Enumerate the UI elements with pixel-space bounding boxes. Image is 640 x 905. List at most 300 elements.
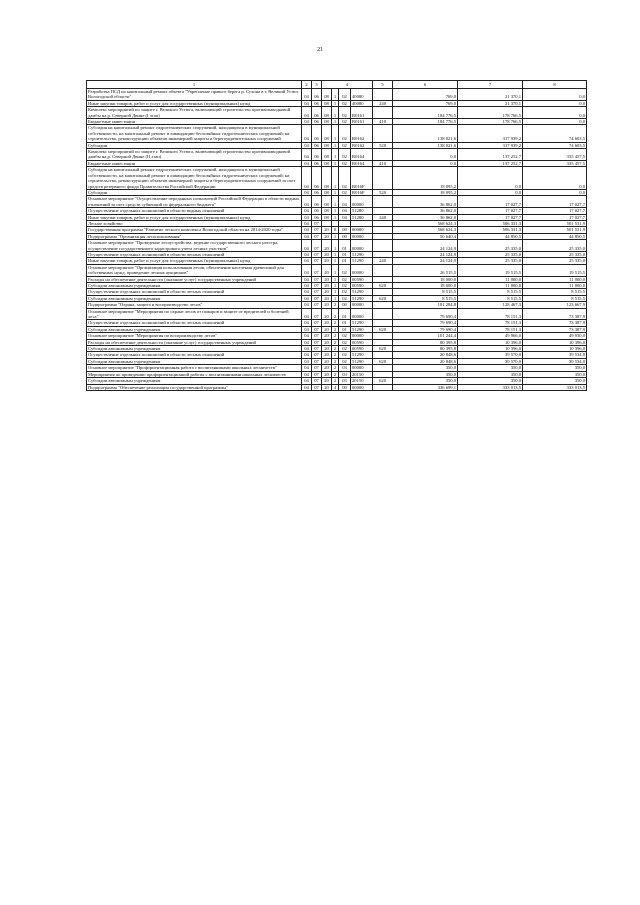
- cell-event: 03: [339, 378, 351, 384]
- cell-amount-2: 25 335,0: [458, 240, 523, 252]
- cell-name: Субсидия на капитальный ремонт гидротехнических сооружений, находящихся в муниципальной собственности, на капитальный ремонт и ликвидацию бесхозяйных гидротехнических сооружений; на строительство, реконструкцию объектов инженерной защиты и берегоукрепительных сооружений за счет средств резервного фонда Правительства Российской Федерации: [87, 167, 302, 190]
- cell-amount-3: 44 850,5: [523, 233, 587, 239]
- cell-amount-3: 17 027,7: [523, 196, 587, 208]
- cell-program: 20: [322, 371, 332, 377]
- cell-event: 02: [339, 100, 351, 106]
- cell-name: Подпрограмма "Обеспечение реализации государственной программы": [87, 384, 302, 390]
- cell-subsection: 07: [312, 283, 322, 289]
- cell-subsection: 07: [312, 384, 322, 390]
- cell-subprogram: 1: [332, 240, 339, 252]
- cell-event: 04: [339, 196, 351, 208]
- cell-expense-type: [373, 264, 393, 276]
- cell-subsection: 07: [312, 365, 322, 371]
- table-row: [87, 125, 587, 142]
- cell-direction: 00000: [351, 333, 373, 339]
- cell-amount-1: 138 021,6: [393, 125, 458, 142]
- cell-amount-3: 74 603,5: [523, 125, 587, 142]
- cell-section: 04: [302, 378, 312, 384]
- cell-name: Расходы на обеспечение деятельности (оказание услуг) государственных учреждений: [87, 339, 302, 345]
- cell-program: 08: [322, 167, 332, 190]
- cell-section: 04: [302, 295, 312, 301]
- cell-direction: 00590: [351, 276, 373, 282]
- header-col-7: 7: [458, 81, 523, 89]
- page-number: 21: [317, 47, 323, 53]
- cell-subsection: 07: [312, 227, 322, 233]
- cell-name: Иные закупки товаров, работ и услуг для государственных (муниципальных) нужд: [87, 258, 302, 264]
- cell-amount-3: 39 534,0: [523, 352, 587, 358]
- cell-amount-2: 178 766,5: [458, 107, 523, 119]
- cell-section: 04: [302, 283, 312, 289]
- cell-direction: 51290: [351, 326, 373, 332]
- cell-subsection: 07: [312, 308, 322, 320]
- cell-subsection: 07: [312, 339, 322, 345]
- cell-event: 02: [339, 160, 351, 166]
- cell-event: 02: [339, 339, 351, 345]
- cell-program: 20: [322, 378, 332, 384]
- cell-subprogram: 1: [332, 295, 339, 301]
- cell-section: 04: [302, 365, 312, 371]
- cell-name: Субсидии автономным учреждениям: [87, 295, 302, 301]
- cell-event: 02: [339, 358, 351, 364]
- cell-amount-1: 79 690,4: [393, 326, 458, 332]
- cell-amount-3: 335 457,5: [523, 149, 587, 161]
- cell-amount-3: 25 335,0: [523, 240, 587, 252]
- cell-direction: 00000: [351, 196, 373, 208]
- cell-program: 20: [322, 258, 332, 264]
- cell-subprogram: 2: [332, 371, 339, 377]
- cell-direction: 51290: [351, 289, 373, 295]
- cell-amount-2: 17 027,7: [458, 208, 523, 214]
- cell-section: 04: [302, 308, 312, 320]
- cell-direction: R0161: [351, 107, 373, 119]
- cell-direction: 51280: [351, 208, 373, 214]
- cell-expense-type: [373, 167, 393, 190]
- cell-name: Основное мероприятие "Осуществление переданных полномочий Российской Федерации в области водных отношений за счет средств субвенций из федерального бюджета": [87, 196, 302, 208]
- cell-name: Субсидии автономным учреждениям: [87, 283, 302, 289]
- cell-name: Осуществление отдельных полномочий в области лесных отношений: [87, 289, 302, 295]
- cell-amount-2: 44 850,5: [458, 233, 523, 239]
- cell-section: 04: [302, 326, 312, 332]
- cell-subprogram: 2: [332, 308, 339, 320]
- cell-program: 20: [322, 339, 332, 345]
- cell-program: 20: [322, 352, 332, 358]
- cell-event: 02: [339, 125, 351, 142]
- cell-event: 01: [339, 326, 351, 332]
- cell-program: 20: [322, 283, 332, 289]
- cell-direction: 00000: [351, 264, 373, 276]
- cell-amount-1: 184 776,5: [393, 119, 458, 125]
- cell-section: 04: [302, 189, 312, 195]
- cell-expense-type: 620: [373, 358, 393, 364]
- cell-amount-2: 17 027,7: [458, 214, 523, 220]
- cell-section: 04: [302, 371, 312, 377]
- cell-amount-1: 24 124,9: [393, 251, 458, 257]
- cell-subprogram: 1: [332, 160, 339, 166]
- cell-section: 04: [302, 302, 312, 308]
- cell-amount-1: 24 124,9: [393, 258, 458, 264]
- cell-amount-3: 335 457,5: [523, 160, 587, 166]
- cell-subsection: 06: [312, 100, 322, 106]
- cell-program: 08: [322, 149, 332, 161]
- cell-direction: 00590: [351, 339, 373, 345]
- cell-section: 04: [302, 119, 312, 125]
- cell-subsection: 07: [312, 346, 322, 352]
- cell-program: 20: [322, 358, 332, 364]
- cell-subsection: 06: [312, 142, 322, 148]
- cell-amount-3: 501 531,9: [523, 227, 587, 233]
- cell-name: Осуществление отдельных полномочий в области лесных отношений: [87, 320, 302, 326]
- cell-program: 08: [322, 119, 332, 125]
- cell-section: 04: [302, 251, 312, 257]
- cell-program: 08: [322, 125, 332, 142]
- cell-program: 20: [322, 295, 332, 301]
- cell-subprogram: 1: [332, 107, 339, 119]
- cell-name: Основное мероприятие "Организация использования лесов, обеспечение населения древесиной для собственных нужд, проведение лесных аукционов": [87, 264, 302, 276]
- cell-section: 04: [302, 167, 312, 190]
- cell-direction: R016F: [351, 189, 373, 195]
- cell-expense-type: 520: [373, 142, 393, 148]
- cell-amount-2: 19 515,5: [458, 264, 523, 276]
- cell-subsection: 07: [312, 220, 322, 226]
- cell-subprogram: 4: [332, 384, 339, 390]
- cell-amount-2: 317 939,2: [458, 125, 523, 142]
- cell-event: 04: [339, 208, 351, 214]
- cell-direction: R0162: [351, 142, 373, 148]
- cell-program: 20: [322, 276, 332, 282]
- cell-subprogram: 2: [332, 378, 339, 384]
- cell-amount-2: 0,0: [458, 167, 523, 190]
- cell-amount-2: 25 335,0: [458, 251, 523, 257]
- table-row: [87, 240, 587, 252]
- cell-name: Основное мероприятие "Мероприятия по воспроизводству лесов": [87, 333, 302, 339]
- cell-amount-2: 17 027,7: [458, 196, 523, 208]
- cell-expense-type: 410: [373, 119, 393, 125]
- cell-name: Субсидии автономным учреждениям: [87, 358, 302, 364]
- cell-direction: R016F: [351, 167, 373, 190]
- cell-amount-1: 568 624,3: [393, 227, 458, 233]
- cell-amount-1: 24 124,9: [393, 240, 458, 252]
- cell-name: Основное мероприятие "Проведение лесоустройства, ведение государственного лесного реестра, осуществление государственного кадастрового учета лесных участков": [87, 240, 302, 252]
- cell-subsection: 06: [312, 196, 322, 208]
- cell-subsection: 06: [312, 189, 322, 195]
- cell-direction: 51290: [351, 358, 373, 364]
- cell-subprogram: 2: [332, 358, 339, 364]
- cell-event: 02: [339, 107, 351, 119]
- cell-expense-type: [373, 384, 393, 390]
- cell-subsection: 07: [312, 276, 322, 282]
- cell-amount-2: 350,0: [458, 371, 523, 377]
- cell-amount-3: 123 667,9: [523, 302, 587, 308]
- cell-subsection: 06: [312, 208, 322, 214]
- header-col-1: 1: [87, 81, 302, 89]
- cell-section: 04: [302, 89, 312, 101]
- header-col-2: 2: [302, 81, 312, 89]
- cell-expense-type: 620: [373, 326, 393, 332]
- cell-subsection: 07: [312, 240, 322, 252]
- cell-section: 04: [302, 352, 312, 358]
- cell-direction: 40080: [351, 100, 373, 106]
- cell-amount-1: 79 690,4: [393, 320, 458, 326]
- cell-subprogram: 2: [332, 326, 339, 332]
- cell-subprogram: 2: [332, 320, 339, 326]
- cell-section: 04: [302, 100, 312, 106]
- cell-event: 02: [339, 167, 351, 190]
- cell-amount-1: 20 848,6: [393, 352, 458, 358]
- cell-section: 04: [302, 333, 312, 339]
- cell-name: Субсидии автономным учреждениям: [87, 326, 302, 332]
- cell-direction: 00000: [351, 384, 373, 390]
- cell-amount-1: 350,0: [393, 378, 458, 384]
- cell-expense-type: 620: [373, 295, 393, 301]
- cell-program: 20: [322, 308, 332, 320]
- table-row: [87, 384, 587, 390]
- cell-section: 04: [302, 264, 312, 276]
- cell-event: 00: [339, 227, 351, 233]
- cell-name: Мероприятия по проведению профориентационной работы с воспитанниками школьных лесничеств: [87, 371, 302, 377]
- cell-event: 02: [339, 333, 351, 339]
- cell-subsection: 07: [312, 302, 322, 308]
- cell-subprogram: 1: [332, 214, 339, 220]
- cell-expense-type: [373, 89, 393, 101]
- cell-amount-2: 78 151,3: [458, 320, 523, 326]
- cell-amount-1: 80 395,8: [393, 346, 458, 352]
- cell-amount-1: 36 862,0: [393, 196, 458, 208]
- cell-program: 08: [322, 208, 332, 214]
- cell-amount-3: 0,0: [523, 107, 587, 119]
- cell-amount-3: 73 387,9: [523, 326, 587, 332]
- cell-amount-2: 137 252,7: [458, 160, 523, 166]
- cell-name: Субсидии автономным учреждениям: [87, 346, 302, 352]
- cell-program: 20: [322, 233, 332, 239]
- cell-expense-type: [373, 125, 393, 142]
- cell-amount-3: 73 387,9: [523, 320, 587, 326]
- cell-direction: 00000: [351, 240, 373, 252]
- cell-section: 04: [302, 196, 312, 208]
- cell-amount-3: 25 335,0: [523, 258, 587, 264]
- cell-program: 20: [322, 333, 332, 339]
- cell-expense-type: [373, 107, 393, 119]
- cell-name: Субсидии: [87, 189, 302, 195]
- cell-event: 02: [339, 119, 351, 125]
- cell-subprogram: 1: [332, 233, 339, 239]
- cell-amount-1: 79 690,4: [393, 308, 458, 320]
- cell-direction: 51290: [351, 251, 373, 257]
- cell-event: 01: [339, 240, 351, 252]
- cell-subprogram: 1: [332, 283, 339, 289]
- cell-event: 01: [339, 258, 351, 264]
- cell-section: 04: [302, 160, 312, 166]
- cell-program: 08: [322, 196, 332, 208]
- cell-amount-2: 10 396,0: [458, 339, 523, 345]
- cell-amount-3: 8 515,5: [523, 289, 587, 295]
- cell-amount-1: 18 095,2: [393, 167, 458, 190]
- cell-name: Осуществление отдельных полномочий в области лесных отношений: [87, 352, 302, 358]
- cell-amount-2: 333 013,5: [458, 384, 523, 390]
- cell-subprogram: 2: [332, 346, 339, 352]
- cell-subsection: 07: [312, 251, 322, 257]
- cell-event: 02: [339, 283, 351, 289]
- cell-program: 08: [322, 89, 332, 101]
- cell-amount-2: 137 252,7: [458, 149, 523, 161]
- cell-subprogram: 1: [332, 251, 339, 257]
- cell-subsection: 07: [312, 378, 322, 384]
- cell-event: 02: [339, 189, 351, 195]
- cell-direction: 51290: [351, 295, 373, 301]
- cell-amount-3: 350,0: [523, 378, 587, 384]
- cell-amount-2: 0,0: [458, 189, 523, 195]
- cell-name: Осуществление отдельных полномочий в области лесных отношений: [87, 251, 302, 257]
- cell-expense-type: [373, 149, 393, 161]
- cell-amount-3: 11 000,0: [523, 283, 587, 289]
- cell-subprogram: 1: [332, 149, 339, 161]
- table-body: [87, 89, 587, 391]
- cell-amount-1: 8 515,5: [393, 289, 458, 295]
- cell-amount-1: 336 699,1: [393, 384, 458, 390]
- cell-amount-3: 10 396,0: [523, 339, 587, 345]
- cell-amount-1: 350,0: [393, 365, 458, 371]
- cell-subprogram: 1: [332, 258, 339, 264]
- cell-program: 20: [322, 320, 332, 326]
- cell-name: Основное мероприятие "Профориентационная работа с воспитанниками школьных лесничеств": [87, 365, 302, 371]
- cell-name: Комплекс мероприятий по защите г. Великого Устюга, включающий строительство противопаводковой дамбы на р. Северной Двине (I этап): [87, 107, 302, 119]
- cell-subsection: 06: [312, 89, 322, 101]
- cell-amount-2: 21 370,1: [458, 100, 523, 106]
- cell-event: 03: [339, 365, 351, 371]
- cell-subprogram: 1: [332, 196, 339, 208]
- cell-name: Основное мероприятие "Мероприятия по охране лесов от пожаров и защите от вредителей и болезней леса": [87, 308, 302, 320]
- cell-expense-type: 240: [373, 258, 393, 264]
- cell-event: 03: [339, 371, 351, 377]
- cell-subprogram: 2: [332, 333, 339, 339]
- table-row: [87, 196, 587, 208]
- cell-subsection: 06: [312, 119, 322, 125]
- cell-amount-2: 8 515,5: [458, 289, 523, 295]
- cell-direction: 00000: [351, 302, 373, 308]
- cell-subprogram: 1: [332, 89, 339, 101]
- cell-amount-1: 769,0: [393, 89, 458, 101]
- cell-subprogram: 2: [332, 339, 339, 345]
- cell-amount-3: 17 027,7: [523, 208, 587, 214]
- cell-program: 20: [322, 240, 332, 252]
- cell-section: 04: [302, 149, 312, 161]
- cell-amount-2: 506 331,3: [458, 227, 523, 233]
- cell-event: 02: [339, 289, 351, 295]
- cell-amount-2: 49 966,0: [458, 333, 523, 339]
- cell-event: 04: [339, 214, 351, 220]
- cell-subprogram: 2: [332, 352, 339, 358]
- cell-subsection: 07: [312, 289, 322, 295]
- cell-event: 01: [339, 320, 351, 326]
- cell-expense-type: 620: [373, 378, 393, 384]
- cell-amount-1: 36 862,0: [393, 214, 458, 220]
- cell-amount-3: 73 387,9: [523, 308, 587, 320]
- cell-subprogram: 1: [332, 100, 339, 106]
- cell-amount-3: 0,0: [523, 167, 587, 190]
- cell-amount-3: 0,0: [523, 119, 587, 125]
- cell-amount-2: 8 515,5: [458, 295, 523, 301]
- cell-direction: 00590: [351, 346, 373, 352]
- cell-amount-1: 181 284,8: [393, 302, 458, 308]
- cell-direction: 51290: [351, 320, 373, 326]
- cell-amount-3: 25 335,0: [523, 251, 587, 257]
- cell-name: Иные закупки товаров, работ и услуг для государственных (муниципальных) нужд: [87, 214, 302, 220]
- cell-name: Разработка ПСД на капитальный ремонт объекта "Укрепление правого берега р. Сухона в г. Великий Устюг Вологодской области": [87, 89, 302, 101]
- cell-amount-1: 8 515,5: [393, 295, 458, 301]
- cell-section: 04: [302, 125, 312, 142]
- cell-event: 02: [339, 295, 351, 301]
- cell-amount-1: 0,0: [393, 149, 458, 161]
- header-col-3: 3: [312, 81, 322, 89]
- cell-subsection: 07: [312, 320, 322, 326]
- cell-section: 04: [302, 320, 312, 326]
- cell-event: 02: [339, 89, 351, 101]
- cell-amount-3: 350,0: [523, 365, 587, 371]
- cell-subsection: 06: [312, 160, 322, 166]
- cell-program: 08: [322, 100, 332, 106]
- cell-expense-type: 240: [373, 100, 393, 106]
- cell-program: 08: [322, 214, 332, 220]
- cell-direction: 00000: [351, 308, 373, 320]
- cell-subprogram: 2: [332, 302, 339, 308]
- cell-direction: R0161: [351, 119, 373, 125]
- cell-amount-1: 184 776,5: [393, 107, 458, 119]
- cell-name: Подпрограмма "Организация лесопользования": [87, 233, 302, 239]
- cell-section: 04: [302, 214, 312, 220]
- cell-direction: R0164: [351, 149, 373, 161]
- cell-name: Лесное хозяйство: [87, 220, 302, 226]
- cell-program: 08: [322, 107, 332, 119]
- cell-amount-2: 10 396,0: [458, 346, 523, 352]
- cell-amount-3: 0,0: [523, 189, 587, 195]
- cell-expense-type: 410: [373, 160, 393, 166]
- cell-event: 00: [339, 233, 351, 239]
- cell-program: 20: [322, 302, 332, 308]
- cell-program: 08: [322, 160, 332, 166]
- cell-subprogram: 1: [332, 119, 339, 125]
- cell-program: 20: [322, 365, 332, 371]
- cell-amount-1: 101 244,4: [393, 333, 458, 339]
- cell-expense-type: 620: [373, 283, 393, 289]
- cell-program: 20: [322, 326, 332, 332]
- cell-subsection: 07: [312, 264, 322, 276]
- cell-section: 04: [302, 208, 312, 214]
- cell-amount-2: 350,0: [458, 378, 523, 384]
- cell-subprogram: 1: [332, 264, 339, 276]
- cell-section: 04: [302, 276, 312, 282]
- cell-expense-type: 520: [373, 189, 393, 195]
- cell-direction: 00000: [351, 227, 373, 233]
- cell-amount-2: 178 766,5: [458, 119, 523, 125]
- cell-subsection: 07: [312, 371, 322, 377]
- cell-subsection: 06: [312, 167, 322, 190]
- cell-event: 02: [339, 264, 351, 276]
- cell-subsection: 07: [312, 326, 322, 332]
- cell-amount-2: 350,0: [458, 365, 523, 371]
- cell-amount-2: 21 370,1: [458, 89, 523, 101]
- cell-section: 04: [302, 339, 312, 345]
- cell-amount-1: 20 848,6: [393, 358, 458, 364]
- cell-subsection: 07: [312, 295, 322, 301]
- cell-section: 04: [302, 233, 312, 239]
- cell-subsection: 07: [312, 233, 322, 239]
- cell-amount-2: 11 000,0: [458, 276, 523, 282]
- cell-name: Субсидия на капитальный ремонт гидротехнических сооружений, находящихся в муниципальной собственности, на капитальный ремонт и ликвидацию бесхозяйных гидротехнических сооружений; на строительство, реконструкцию объектов инженерной защиты и берегоукрепительных сооружений: [87, 125, 302, 142]
- cell-section: 04: [302, 220, 312, 226]
- cell-subprogram: 1: [332, 142, 339, 148]
- cell-subprogram: 1: [332, 189, 339, 195]
- cell-program: 08: [322, 142, 332, 148]
- cell-event: 02: [339, 276, 351, 282]
